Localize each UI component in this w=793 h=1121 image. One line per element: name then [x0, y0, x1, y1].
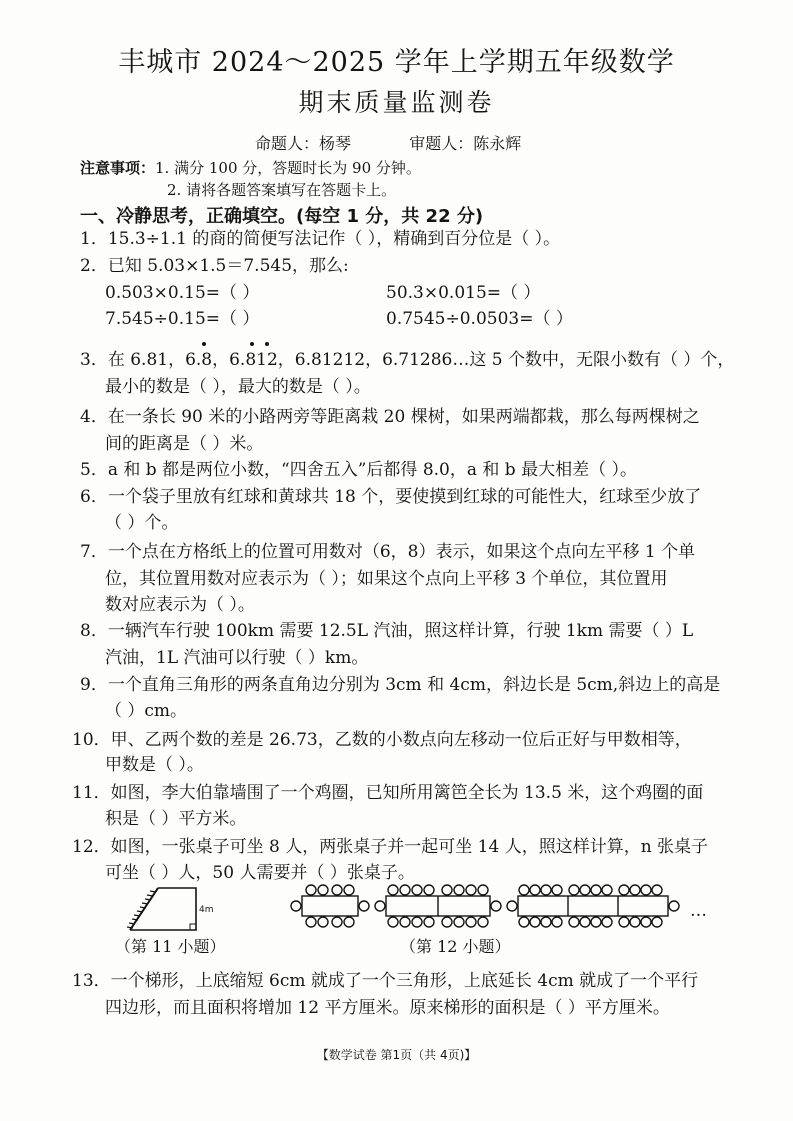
question-7-line-3: 数对应表示为（ ）。 — [105, 595, 255, 615]
question-2c: 7.545÷0.15=（ ） — [105, 309, 260, 329]
figure-11-caption: （第 11 小题） — [115, 937, 226, 956]
repeat-dot — [265, 342, 269, 346]
question-7-line-1: 7．一个点在方格纸上的位置可用数对（6，8）表示，如果这个点向左平移 1 个单 — [80, 542, 696, 562]
reviewer: 审题人：陈永辉 — [409, 134, 522, 153]
notes-line-1 — [80, 157, 421, 178]
question-3-line-2: 最小的数是（ ），最大的数是（ ）。 — [105, 377, 371, 397]
setter: 命题人：杨琴 — [255, 134, 352, 153]
question-12-line-2: 可坐（ ）人，50 人需要并（ ）张桌子。 — [105, 863, 415, 883]
question-2d: 0.7545÷0.0503=（ ） — [386, 309, 573, 329]
continuation-ellipsis: … — [690, 901, 707, 921]
question-6-line-1: 6．一个袋子里放有红球和黄球共 18 个，要使摸到红球的可能性大，红球至少放了 — [80, 487, 702, 507]
question-4-line-2: 间的距离是（ ）米。 — [105, 434, 264, 454]
note-item: 1. 满分 100 分，答题时长为 90 分钟。 — [155, 159, 421, 177]
section-heading: 一、冷静思考，正确填空。(每空 1 分，共 22 分) — [80, 206, 484, 227]
fig11-side-label: 4m — [199, 905, 214, 915]
note-item: 2. 请将各题答案填写在答题卡上。 — [167, 181, 397, 199]
question-7-line-2: 位，其位置用数对应表示为（ ）；如果这个点向上平移 3 个单位，其位置用 — [105, 569, 668, 589]
question-12-line-1: 12．如图，一张桌子可坐 8 人，两张桌子并一起可坐 14 人，照这样计算，n 张桌子 — [72, 837, 709, 857]
page-footer: 【数学试卷 第1页（共 4页)】 — [316, 1048, 477, 1062]
exam-title: 丰城市 2024～2025 学年上学期五年级数学 — [118, 47, 675, 78]
repeat-dot — [202, 342, 206, 346]
question-10-line-2: 甲数是（ ）。 — [105, 755, 204, 775]
question-2b: 50.3×0.015=（ ） — [386, 283, 541, 303]
question-11-line-1: 11．如图，李大伯靠墙围了一个鸡圈，已知所用篱笆全长为 13.5 米，这个鸡圈的面 — [72, 783, 704, 803]
question-8-line-2: 汽油，1L 汽油可以行驶（ ）km。 — [105, 648, 369, 668]
question-2: 2．已知 5.03×1.5＝7.545，那么: — [80, 256, 349, 276]
question-4-line-1: 4．在一条长 90 米的小路两旁等距离栽 20 棵树，如果两端都栽，那么每两棵树之 — [80, 407, 700, 427]
exam-subtitle: 期末质量监测卷 — [298, 88, 495, 117]
question-13-line-2: 四边形，而且面积将增加 12 平方厘米。原来梯形的面积是（ ）平方厘米。 — [105, 998, 670, 1018]
question-8-line-1: 8．一辆汽车行驶 100km 需要 12.5L 汽油，照这样计算，行驶 1km 需要（ ）L — [80, 621, 694, 641]
question-5: 5．a 和 b 都是两位小数，“四舍五入”后都得 8.0，a 和 b 最大相差（ ）。 — [80, 460, 637, 480]
question-13-line-1: 13．一个梯形，上底缩短 6cm 就成了一个三角形，上底延长 4cm 就成了一个平行 — [72, 971, 699, 991]
question-2a: 0.503×0.15=（ ） — [105, 283, 260, 303]
question-3-line-1: 3．在 6.81，6.8，6.812，6.81212，6.71286…这 5 个数中，无限小数有（ ）个， — [80, 350, 735, 370]
question-10-line-1: 10．甲、乙两个数的差是 26.73，乙数的小数点向左移动一位后正好与甲数相等， — [72, 730, 692, 750]
question-1: 1．15.3÷1.1 的商的简便写法记作（ ），精确到百分位是（ ）。 — [80, 229, 561, 249]
repeat-dot — [250, 342, 254, 346]
figure-12-caption: （第 12 小题） — [400, 937, 511, 956]
notes-label: 注意事项： — [80, 159, 156, 177]
chicken-coop-figure — [122, 884, 232, 934]
question-6-line-2: （ ）个。 — [105, 513, 179, 533]
question-11-line-2: 积是（ ）平方米。 — [105, 809, 247, 829]
question-9-line-2: （ ）cm。 — [105, 701, 188, 721]
question-9-line-1: 9．一个直角三角形的两条直角边分别为 3cm 和 4cm，斜边长是 5cm,斜边上的高是 — [80, 675, 721, 695]
authors-line — [255, 131, 521, 154]
tables-figure — [290, 882, 710, 932]
